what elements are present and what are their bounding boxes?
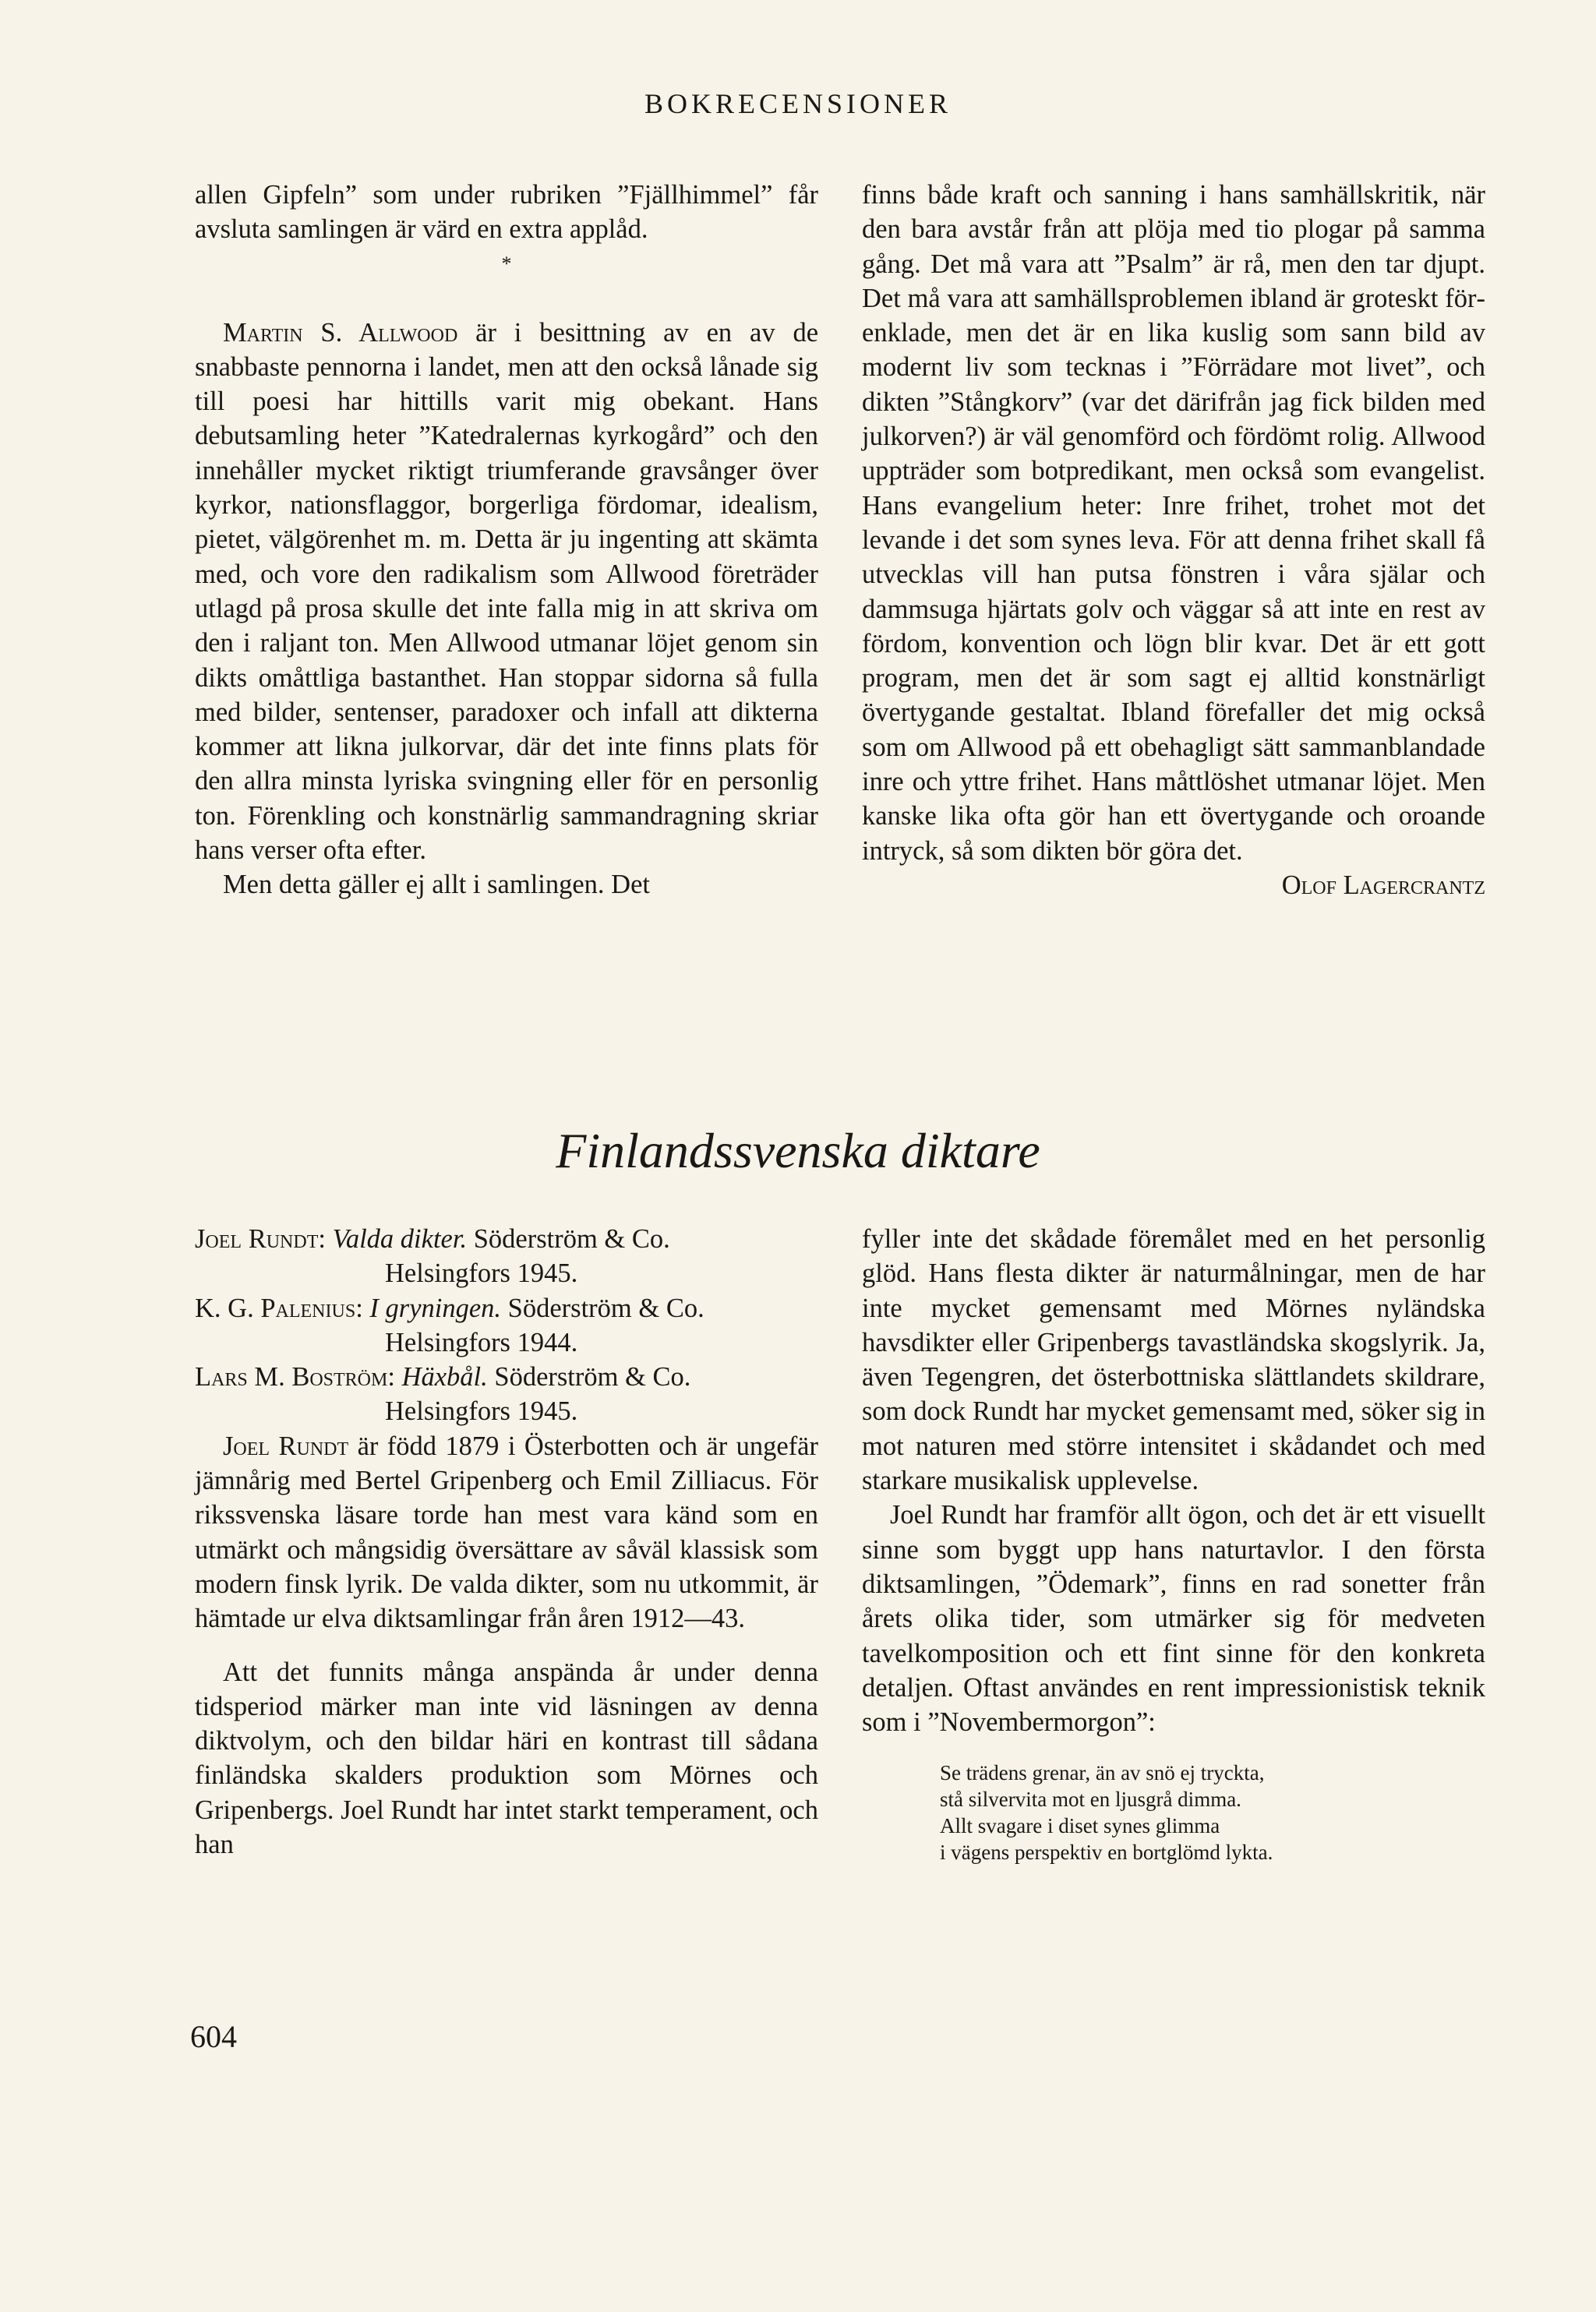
author-name: Martin S. Allwood xyxy=(223,317,458,348)
paragraph xyxy=(195,316,818,868)
poem-line: stå silvervita mot en ljusgrå dimma. xyxy=(940,1788,1241,1812)
review2-right-column xyxy=(862,1222,1485,1865)
citation-author: Joel Rundt xyxy=(195,1224,319,1254)
poem-line: i vägens perspektiv en bortglömd lykta. xyxy=(940,1841,1273,1865)
section-title: Finlandssvenska diktare xyxy=(556,1123,1040,1178)
citation-publisher: Söderström & Co. xyxy=(487,1362,691,1392)
paragraph: finns både kraft och sanning i hans samhällskritik, när den bara avstår från att plöja med tio plogar på samma gång. Det må vara att ”Psalm” är rå, men den tar djupt. Det må vara att samhällsproblemen ibland är groteskt förenklade, men det är en lika kuslig som sann bild av modernt liv som tecknas i ”Förrädare mot livet”, och dikten ”Stångkorv” (var det därifrån jag fick bilden med julkorven?) är väl genomförd och fördömt rolig. Allwood uppträder som botpredikant, men också som evangelist. Hans evangelium heter: Inre frihet, trohet mot det levande i det som synes leva. För att denna frihet skall få utvecklas vill han putsa fönstren i våra själar och dammsuga hjärtats golv och väggar så att inte en rest av fördom, konvention och lögn blir kvar. Det är ett gott program, men det är som sagt ej alltid konstnärligt övertygande gestaltat. Ibland förefaller det mig också som om Allwood på ett obehagligt sätt sammanblandade inre och yttre frihet. Hans måttlöshet utmanar löjet. Men kanske lika ofta gör han ett övertygande och oroande intryck, så som dikten bör göra det. xyxy=(862,180,1485,866)
poem-line: Allt svagare i diset synes glimma xyxy=(940,1814,1220,1838)
paragraph: Men detta gäller ej allt i samlingen. Det xyxy=(223,870,650,900)
paragraph: Att det funnits många anspända år under denna tidsperiod märker man inte vid läsningen av denna diktvolym, och den bildar häri en kontrast till sådana finländska skalders produktion som Mörnes och Gripenbergs. Joel Rundt har intet starkt temperament, och han xyxy=(195,1657,818,1860)
citation-author: K. G. Palenius xyxy=(195,1293,356,1323)
citation-place: Helsingfors 1945. xyxy=(385,1396,578,1427)
citation-place: Helsingfors 1945. xyxy=(385,1258,578,1289)
reviewer-signature: Olof Lagercrantz xyxy=(1281,870,1485,900)
paragraph: allen Gipfeln” som under rubriken ”Fjällhimmel” får avsluta samlingen är värd en extra applåd. xyxy=(195,180,818,245)
citation-publisher: Söderström & Co. xyxy=(501,1293,704,1323)
running-head: BOKRECENSIONER xyxy=(644,88,952,119)
paragraph: Joel Rundt har framför allt ögon, och det är ett visuellt sinne som byggt upp hans naturtavlor. I den första diktsamlingen, ”Ödemark”, finns en rad sonetter från årets olika tider, som utmärker sig för medveten tavelkomposition och ett fint sinne för den konkreta detaljen. Oftast användes en rent impressionistisk teknik som i ”Novembermorgon”: xyxy=(862,1500,1485,1738)
citation-title: Valda dikter. xyxy=(332,1224,468,1254)
author-name: Joel Rundt xyxy=(223,1431,349,1461)
book-citation: Lars M. Boström: Häxbål. Söderström & Co. Helsingfors 1945. xyxy=(195,1360,818,1429)
book-citation: K. G. Palenius: I gryningen. Söderström & Co. Helsingfors 1944. xyxy=(195,1291,818,1361)
review1-left-column xyxy=(195,178,818,902)
citation-publisher: Söderström & Co. xyxy=(467,1224,670,1254)
book-citation: Joel Rundt: Valda dikter. Söderström & Co. Helsingfors 1945. xyxy=(195,1222,818,1291)
poem-line: Se trädens grenar, än av snö ej tryckta, xyxy=(940,1761,1265,1785)
paragraph-text: är född 1879 i Österbotten och är ungefär jämnårig med Bertel Gripenberg och Emil Zilliacus. För rikssvenska läsare torde han mest vara känd som en utmärkt och mångsidig översättare av såväl klassisk som modern finsk lyrik. De valda dikter, som nu utkommit, är hämtade ur elva diktsamlingar från åren 1912—43. xyxy=(195,1431,818,1634)
citation-title: Häxbål. xyxy=(401,1362,488,1392)
paragraph: fyller inte det skådade föremålet med en het personlig glöd. Hans flesta dikter är naturmålningar, men de har inte mycket gemensamt med Mörnes nyländska havsdikter eller Gripenbergs tavastländska skogslyrik. Ja, även Tegengren, det österbottniska slättlandets skildrare, som dock Rundt har mycket gemensamt med, söker sig in mot naturen med större intensitet i skådandet och med starkare musikalisk upplevelse. xyxy=(862,1224,1485,1496)
review1-right-column xyxy=(862,178,1485,902)
paragraph-text: är i besittning av en av de snabbaste pennorna i landet, men att den också lånade sig till poesi har hittills varit mig obekant. Hans debutsamling heter ”Katedralernas kyrkogård” och den innehåller mycket riktigt triumferande gravsånger över kyrkor, nationsflaggor, borgerliga fördomar, idealism, pietet, välgörenhet m. m. Detta är ju ingenting att skämta med, och vore den radikalism som Allwood företräder utlagd på prosa skulle det inte falla mig in att skriva om den i raljant ton. Men Allwood utmanar löjet genom sin dikts omåttliga bastanthet. Han stoppar sidorna så fulla med bilder, sentenser, paradoxer och infall att dikterna kommer att likna julkorvar, där det inte finns plats för den allra minsta lyriska svingning eller för en personlig ton. Förenkling och konstnärlig sammandragning skriar hans verser ofta efter. xyxy=(195,317,819,866)
citation-title: I gryningen. xyxy=(369,1293,502,1323)
citation-place: Helsingfors 1944. xyxy=(385,1327,578,1357)
page-number: 604 xyxy=(190,2019,237,2054)
section-asterisk: * xyxy=(501,252,512,275)
poem-quote xyxy=(940,1760,1485,1865)
paragraph xyxy=(195,1429,818,1636)
citation-author: Lars M. Boström xyxy=(195,1362,388,1392)
review2-left-column xyxy=(195,1222,818,1862)
